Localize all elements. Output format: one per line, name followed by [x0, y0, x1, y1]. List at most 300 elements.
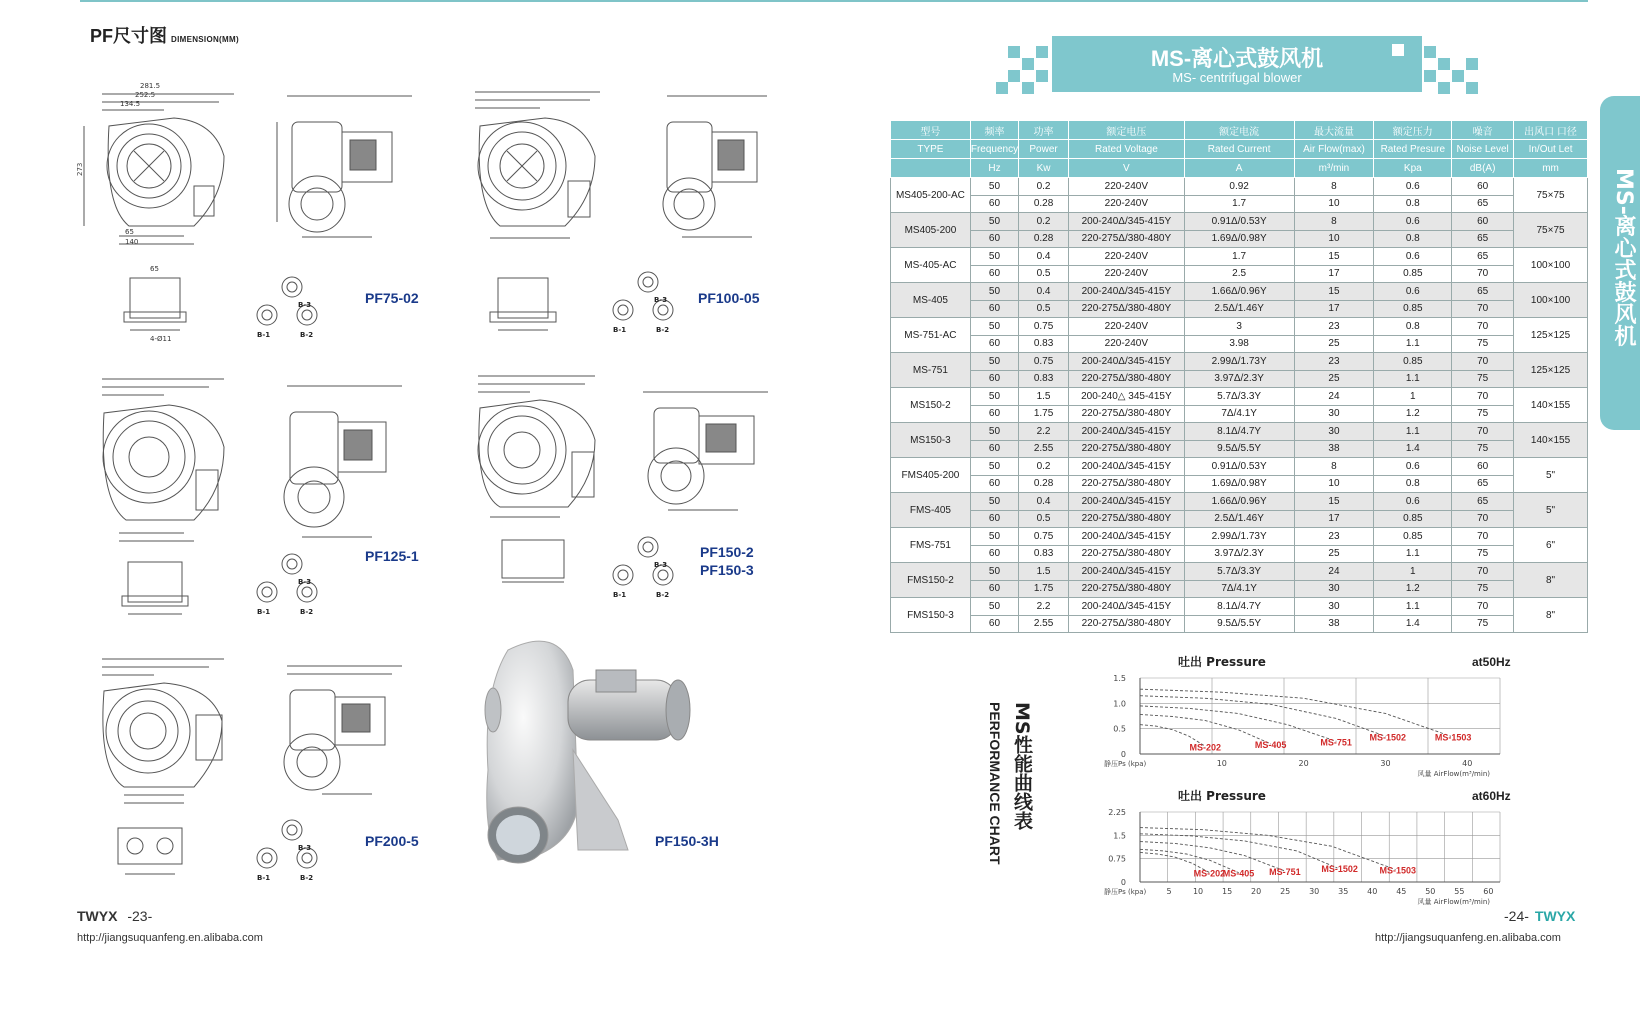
table-cell: 50: [970, 458, 1018, 476]
table-cell: 3.97Δ/2.3Y: [1184, 370, 1294, 388]
table-cell: 65: [1452, 283, 1514, 301]
y-tick-label: 1.5: [1113, 831, 1126, 841]
series-line: [1140, 714, 1271, 743]
table-cell: 60: [970, 545, 1018, 563]
table-cell: 220-275Δ/380-480Y: [1069, 405, 1185, 423]
table-cell: 3: [1184, 318, 1294, 336]
model-cell: FMS405-200: [891, 458, 971, 493]
table-cell: 220-275Δ/380-480Y: [1069, 440, 1185, 458]
x-tick-label: 40: [1367, 887, 1378, 896]
table-cell: 75: [1452, 545, 1514, 563]
col-head: Rated Voltage: [1069, 140, 1185, 159]
table-row: [891, 353, 1588, 371]
baseplate-label-b2: B-2: [656, 326, 670, 334]
table-cell: 200-240Δ/345-415Y: [1069, 563, 1185, 581]
table-cell: 60: [970, 405, 1018, 423]
table-cell: 2.99Δ/1.73Y: [1184, 528, 1294, 546]
baseplate-label-b3: B-3: [298, 578, 312, 586]
table-cell: 75: [1452, 440, 1514, 458]
model-cell: FMS150-3: [891, 598, 971, 633]
outlet-cell: 100×100: [1514, 248, 1588, 283]
table-cell: 2.2: [1019, 423, 1069, 441]
table-cell: 1.5: [1019, 563, 1069, 581]
chart-title: 吐出 Pressure: [1178, 655, 1266, 669]
table-cell: 1.7: [1184, 195, 1294, 213]
table-cell: 30: [1294, 580, 1374, 598]
table-cell: 17: [1294, 265, 1374, 283]
outlet-cell: 8": [1514, 563, 1588, 598]
table-cell: 1.75: [1019, 405, 1069, 423]
perf-chart-title: [985, 702, 1033, 882]
table-cell: 70: [1452, 563, 1514, 581]
decor-square: [1036, 46, 1048, 58]
table-cell: 1.1: [1374, 370, 1452, 388]
decor-square: [1466, 58, 1478, 70]
table-cell: 220-240V: [1069, 178, 1185, 196]
col-head: m³/min: [1294, 159, 1374, 178]
page-number: -23-: [127, 908, 153, 924]
table-cell: 0.28: [1019, 195, 1069, 213]
table-cell: 60: [970, 475, 1018, 493]
table-cell: 24: [1294, 388, 1374, 406]
table-cell: 75: [1452, 370, 1514, 388]
table-cell: 0.6: [1374, 458, 1452, 476]
series-line: [1140, 696, 1385, 737]
table-cell: 65: [1452, 195, 1514, 213]
table-cell: 0.6: [1374, 213, 1452, 231]
table-cell: 0.83: [1019, 335, 1069, 353]
table-cell: 1.75: [1019, 580, 1069, 598]
table-cell: 220-240V: [1069, 248, 1185, 266]
decor-square: [1466, 82, 1478, 94]
decor-square: [1452, 70, 1464, 82]
model-label-pf150-3: PF150-3: [700, 562, 754, 578]
y-tick-label: 1.0: [1113, 699, 1126, 709]
table-cell: 220-275Δ/380-480Y: [1069, 615, 1185, 633]
banner: [1052, 36, 1422, 92]
model-label-pf150-2: PF150-2: [700, 544, 754, 560]
table-cell: 30: [1294, 598, 1374, 616]
col-head: 额定电流: [1184, 121, 1294, 140]
table-cell: 10: [1294, 195, 1374, 213]
baseplate-label-b2: B-2: [300, 608, 314, 616]
table-cell: 220-240V: [1069, 195, 1185, 213]
x-tick-label: 40: [1462, 759, 1473, 768]
series-label: MS-1502: [1321, 864, 1358, 874]
col-head: 功率: [1019, 121, 1069, 140]
table-cell: 220-275Δ/380-480Y: [1069, 370, 1185, 388]
table-cell: 70: [1452, 528, 1514, 546]
banner-subtitle: MS- centrifugal blower: [1172, 70, 1302, 85]
table-cell: 60: [970, 300, 1018, 318]
table-cell: 50: [970, 598, 1018, 616]
col-head: Power: [1019, 140, 1069, 159]
table-cell: 60: [970, 370, 1018, 388]
table-cell: 0.2: [1019, 458, 1069, 476]
table-cell: 0.92: [1184, 178, 1294, 196]
table-cell: 60: [970, 230, 1018, 248]
table-cell: 200-240Δ/345-415Y: [1069, 353, 1185, 371]
table-cell: 75: [1452, 335, 1514, 353]
title-cn: PF尺寸图: [90, 26, 168, 46]
table-cell: 70: [1452, 300, 1514, 318]
table-cell: 50: [970, 283, 1018, 301]
table-cell: 1.4: [1374, 440, 1452, 458]
table-cell: 75: [1452, 405, 1514, 423]
table-cell: 0.5: [1019, 265, 1069, 283]
dim-text: 273: [76, 162, 84, 176]
table-cell: 200-240Δ/345-415Y: [1069, 283, 1185, 301]
col-head: Hz: [970, 159, 1018, 178]
table-row: [891, 370, 1588, 388]
series-label: MS-405: [1254, 739, 1287, 750]
table-cell: 60: [1452, 178, 1514, 196]
col-head: 出风口 口径: [1514, 121, 1588, 140]
col-head: 最大流量: [1294, 121, 1374, 140]
x-axis-label: 风量 AirFlow(m³/min): [1417, 770, 1490, 778]
table-cell: 0.2: [1019, 178, 1069, 196]
baseplate-label-b1: B-1: [257, 874, 271, 882]
table-cell: 200-240Δ/345-415Y: [1069, 458, 1185, 476]
baseplate-icons-3: [252, 552, 332, 622]
page-number: -24-: [1504, 908, 1529, 924]
decor-square: [1438, 82, 1450, 94]
model-label-pf100-05: PF100-05: [698, 290, 760, 306]
model-cell: MS150-3: [891, 423, 971, 458]
table-cell: 70: [1452, 353, 1514, 371]
series-label: MS-1502: [1369, 732, 1406, 743]
table-cell: 1: [1374, 388, 1452, 406]
brand-text: TWYX: [77, 908, 118, 924]
table-cell: 60: [970, 195, 1018, 213]
table-row: [891, 230, 1588, 248]
spec-table-body: [891, 178, 1588, 633]
table-cell: 0.2: [1019, 213, 1069, 231]
table-cell: 1.1: [1374, 423, 1452, 441]
y-tick-label: 0: [1120, 878, 1126, 887]
decor-square: [1022, 82, 1034, 94]
decor-square: [1022, 58, 1034, 70]
table-cell: 24: [1294, 563, 1374, 581]
series-label: MS-751: [1320, 737, 1352, 748]
baseplate-label-b3: B-3: [654, 561, 668, 569]
table-cell: 0.85: [1374, 353, 1452, 371]
y-tick-label: 1.5: [1113, 674, 1126, 683]
table-cell: 1.66Δ/0.96Y: [1184, 283, 1294, 301]
outlet-cell: 125×125: [1514, 318, 1588, 353]
decor-square: [1008, 46, 1020, 58]
y-tick-label: 0.75: [1108, 854, 1126, 864]
series-line: [1140, 834, 1337, 868]
pf75-side-drawing: [262, 92, 422, 252]
outlet-cell: 140×155: [1514, 423, 1588, 458]
table-cell: 0.6: [1374, 493, 1452, 511]
table-cell: 3.98: [1184, 335, 1294, 353]
table-cell: 38: [1294, 615, 1374, 633]
table-cell: 17: [1294, 300, 1374, 318]
table-row: [891, 545, 1588, 563]
footer-url-left[interactable]: http://jiangsuquanfeng.en.alibaba.com: [77, 932, 263, 944]
outlet-cell: 75×75: [1514, 213, 1588, 248]
outlet-cell: 8": [1514, 598, 1588, 633]
table-row: [891, 563, 1588, 581]
table-cell: 10: [1294, 230, 1374, 248]
table-cell: 60: [970, 440, 1018, 458]
table-cell: 70: [1452, 423, 1514, 441]
table-row: [891, 248, 1588, 266]
x-tick-label: 30: [1380, 759, 1391, 768]
dim-text: 134.5: [120, 100, 141, 108]
table-cell: 220-275Δ/380-480Y: [1069, 580, 1185, 598]
table-cell: 50: [970, 248, 1018, 266]
table-cell: 0.5: [1019, 300, 1069, 318]
pf125-front-drawing: [74, 375, 254, 550]
y-tick-label: 0.5: [1113, 724, 1126, 734]
table-row: [891, 300, 1588, 318]
table-cell: 60: [970, 335, 1018, 353]
series-label: MS-1503: [1379, 865, 1417, 876]
table-cell: 0.4: [1019, 248, 1069, 266]
head-row-en: [891, 140, 1588, 159]
y-tick-label: 2.25: [1108, 808, 1126, 817]
table-cell: 220-275Δ/380-480Y: [1069, 230, 1185, 248]
baseplate-label-b3: B-3: [298, 844, 312, 852]
decor-square: [1438, 58, 1450, 70]
x-tick-label: 55: [1454, 887, 1465, 896]
outlet-cell: 5": [1514, 458, 1588, 493]
model-cell: MS-751: [891, 353, 971, 388]
table-cell: 0.4: [1019, 493, 1069, 511]
table-cell: 0.28: [1019, 230, 1069, 248]
x-tick-label: 20: [1298, 759, 1309, 768]
table-cell: 8: [1294, 178, 1374, 196]
table-cell: 220-275Δ/380-480Y: [1069, 545, 1185, 563]
banner-title: MS-离心式鼓风机: [1150, 46, 1324, 71]
baseplate-label-b2: B-2: [656, 591, 670, 599]
table-row: [891, 265, 1588, 283]
col-head: Noise Level: [1452, 140, 1514, 159]
model-cell: MS-751-AC: [891, 318, 971, 353]
pf200-front-drawing: [74, 655, 254, 815]
table-cell: 60: [970, 510, 1018, 528]
table-cell: 0.5: [1019, 510, 1069, 528]
x-tick-label: 60: [1483, 887, 1494, 896]
table-cell: 8.1Δ/4.7Y: [1184, 423, 1294, 441]
table-cell: 7Δ/4.1Y: [1184, 580, 1294, 598]
col-head: TYPE: [891, 140, 971, 159]
table-cell: 220-240V: [1069, 265, 1185, 283]
table-cell: 8.1Δ/4.7Y: [1184, 598, 1294, 616]
table-cell: 0.8: [1374, 475, 1452, 493]
dim-text: 140: [125, 238, 139, 246]
decor-square: [1424, 46, 1436, 58]
chart-title: 吐出 Pressure: [1178, 789, 1266, 803]
spec-table: [890, 120, 1588, 633]
table-cell: 0.75: [1019, 318, 1069, 336]
baseplate-label-b2: B-2: [300, 331, 314, 339]
table-row: [891, 475, 1588, 493]
x-tick-label: 30: [1309, 887, 1320, 896]
model-cell: MS150-2: [891, 388, 971, 423]
table-cell: 70: [1452, 388, 1514, 406]
pf150-base-drawing: [488, 530, 578, 590]
col-head: Kpa: [1374, 159, 1452, 178]
footer-url-right[interactable]: http://jiangsuquanfeng.en.alibaba.com: [1375, 932, 1561, 944]
outlet-cell: 6": [1514, 528, 1588, 563]
table-cell: 0.91Δ/0.53Y: [1184, 458, 1294, 476]
table-row: [891, 405, 1588, 423]
table-row: [891, 423, 1588, 441]
model-label-pf150-3h: PF150-3H: [655, 833, 719, 849]
table-cell: 50: [970, 213, 1018, 231]
pf150-front-drawing: [450, 372, 625, 532]
table-cell: 65: [1452, 493, 1514, 511]
table-row: [891, 318, 1588, 336]
y-axis-label: 静压Ps (kpa): [1104, 760, 1147, 768]
col-head: 额定电压: [1069, 121, 1185, 140]
decor-square: [1008, 70, 1020, 82]
title-sub: DIMENSION(MM): [171, 35, 239, 44]
table-cell: 50: [970, 493, 1018, 511]
table-cell: 70: [1452, 510, 1514, 528]
x-tick-label: 10: [1216, 759, 1227, 768]
table-cell: 200-240Δ/345-415Y: [1069, 423, 1185, 441]
x-tick-label: 5: [1166, 887, 1172, 896]
spec-table-head: [891, 121, 1588, 178]
table-cell: 70: [1452, 265, 1514, 283]
table-cell: 65: [1452, 475, 1514, 493]
table-cell: 0.4: [1019, 283, 1069, 301]
pf75-base-drawing: [110, 268, 200, 340]
table-cell: 15: [1294, 493, 1374, 511]
table-cell: 0.75: [1019, 353, 1069, 371]
pf125-base-drawing: [110, 552, 200, 624]
table-row: [891, 598, 1588, 616]
table-cell: 0.8: [1374, 195, 1452, 213]
table-cell: 1.1: [1374, 545, 1452, 563]
x-tick-label: 35: [1338, 887, 1349, 896]
col-head: Frequency: [970, 140, 1018, 159]
table-cell: 17: [1294, 510, 1374, 528]
table-cell: 220-275Δ/380-480Y: [1069, 475, 1185, 493]
col-head: V: [1069, 159, 1185, 178]
outlet-cell: 125×125: [1514, 353, 1588, 388]
col-head: 频率: [970, 121, 1018, 140]
pf150-side-drawing: [628, 388, 778, 518]
x-tick-label: 25: [1280, 887, 1291, 896]
table-cell: 25: [1294, 545, 1374, 563]
table-row: [891, 493, 1588, 511]
table-row: [891, 178, 1588, 196]
model-label-pf125-1: PF125-1: [365, 548, 419, 564]
x-tick-label: 20: [1251, 887, 1262, 896]
table-cell: 1.2: [1374, 405, 1452, 423]
table-row: [891, 283, 1588, 301]
series-label: MS-202: [1189, 742, 1221, 753]
table-cell: 50: [970, 563, 1018, 581]
outlet-cell: 5": [1514, 493, 1588, 528]
table-cell: 23: [1294, 353, 1374, 371]
model-cell: FMS-751: [891, 528, 971, 563]
table-cell: 50: [970, 528, 1018, 546]
dim-text: 65: [125, 228, 134, 236]
table-cell: 70: [1452, 318, 1514, 336]
table-row: [891, 440, 1588, 458]
table-cell: 8: [1294, 458, 1374, 476]
table-cell: 2.55: [1019, 440, 1069, 458]
outlet-cell: 100×100: [1514, 283, 1588, 318]
table-cell: 220-275Δ/380-480Y: [1069, 300, 1185, 318]
dim-text: 65: [150, 265, 159, 273]
model-cell: MS405-200-AC: [891, 178, 971, 213]
table-cell: 220-275Δ/380-480Y: [1069, 510, 1185, 528]
col-head: Rated Current: [1184, 140, 1294, 159]
series-label: MS-751: [1269, 867, 1301, 878]
table-cell: 1.2: [1374, 580, 1452, 598]
x-tick-label: 10: [1192, 887, 1204, 896]
table-cell: 75: [1452, 580, 1514, 598]
pf100-base-drawing: [478, 268, 568, 340]
perf-title-en: PERFORMANCE CHART: [987, 702, 1003, 865]
head-row-cn: [891, 121, 1588, 140]
table-cell: 9.5Δ/5.5Y: [1184, 440, 1294, 458]
table-cell: 1.69Δ/0.98Y: [1184, 475, 1294, 493]
table-cell: 200-240Δ/345-415Y: [1069, 528, 1185, 546]
col-head: A: [1184, 159, 1294, 178]
table-cell: 2.5Δ/1.46Y: [1184, 300, 1294, 318]
baseplate-label-b1: B-1: [613, 326, 627, 334]
pf100-front-drawing: [450, 86, 630, 256]
table-cell: 200-240Δ/345-415Y: [1069, 213, 1185, 231]
y-axis-label: 静压Ps (kpa): [1104, 888, 1147, 896]
col-head: 噪音: [1452, 121, 1514, 140]
baseplate-label-b1: B-1: [257, 331, 271, 339]
table-row: [891, 615, 1588, 633]
table-cell: 200-240△ 345-415Y: [1069, 388, 1185, 406]
table-cell: 10: [1294, 475, 1374, 493]
model-cell: MS-405-AC: [891, 248, 971, 283]
col-head: In/Out Let: [1514, 140, 1588, 159]
table-cell: 23: [1294, 528, 1374, 546]
col-head: [891, 159, 971, 178]
table-cell: 0.6: [1374, 248, 1452, 266]
footer-brand-right: [1504, 908, 1575, 924]
table-cell: 8: [1294, 213, 1374, 231]
table-cell: 60: [970, 265, 1018, 283]
baseplate-icons-5: [252, 818, 332, 888]
pf125-side-drawing: [262, 382, 412, 552]
table-cell: 0.83: [1019, 545, 1069, 563]
table-cell: 0.75: [1019, 528, 1069, 546]
table-cell: 220-240V: [1069, 318, 1185, 336]
table-cell: 0.83: [1019, 370, 1069, 388]
table-cell: 1.1: [1374, 335, 1452, 353]
table-cell: 9.5Δ/5.5Y: [1184, 615, 1294, 633]
table-cell: 0.8: [1374, 318, 1452, 336]
pf200-side-drawing: [262, 662, 412, 802]
pf75-front-drawing: [74, 86, 244, 256]
table-cell: 30: [1294, 405, 1374, 423]
perf-title-cn: MS性能曲线表: [1011, 702, 1033, 830]
series-line: [1140, 706, 1336, 741]
table-row: [891, 580, 1588, 598]
table-row: [891, 335, 1588, 353]
col-head: 额定压力: [1374, 121, 1452, 140]
model-cell: FMS-405: [891, 493, 971, 528]
col-head: dB(A): [1452, 159, 1514, 178]
series-line: [1140, 689, 1451, 736]
table-cell: 50: [970, 178, 1018, 196]
